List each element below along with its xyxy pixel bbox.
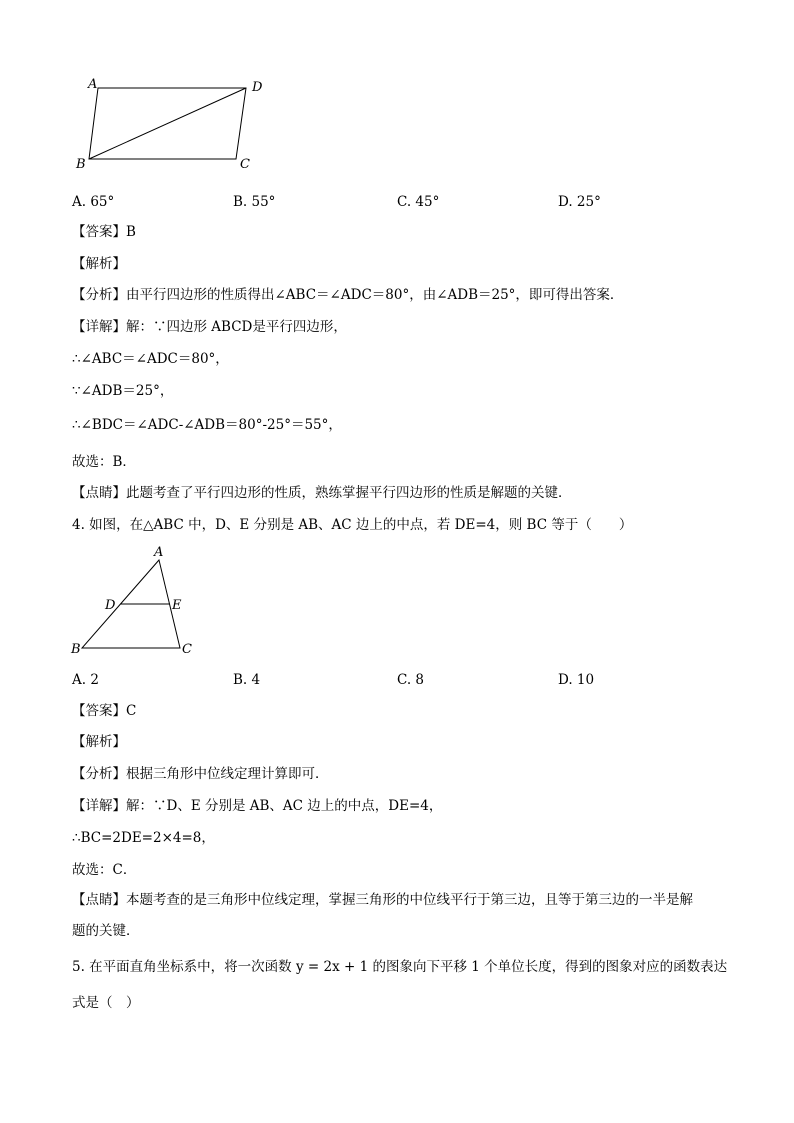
- q3-option-b: B. 55°: [233, 194, 276, 210]
- q5-question-line2: 式是（ ）: [72, 995, 140, 1011]
- label-d: D: [252, 80, 263, 95]
- parallelogram-figure: [70, 72, 280, 174]
- q4-option-a: A. 2: [72, 672, 99, 688]
- q4-detail: 【详解】解：∵D、E 分别是 AB、AC 边上的中点，DE=4，: [72, 798, 443, 814]
- q3-step2: ∵∠ADB＝25°，: [72, 383, 174, 399]
- label-b: B: [76, 157, 86, 172]
- q3-analysis: 【分析】由平行四边形的性质得出∠ABC＝∠ADC＝80°，由∠ADB＝25°，即可得出答案．: [72, 287, 624, 303]
- q4-choose: 故选：C．: [72, 862, 137, 878]
- label-c: C: [240, 157, 250, 172]
- label-c: C: [182, 642, 192, 657]
- label-d: D: [105, 598, 116, 613]
- q3-comment: 【点睛】此题考查了平行四边形的性质，熟练掌握平行四边形的性质是解题的关键．: [72, 485, 572, 501]
- label-b: B: [71, 642, 81, 657]
- q3-option-d: D. 25°: [558, 194, 601, 210]
- label-e: E: [172, 598, 182, 613]
- triangle-figure: [68, 542, 208, 660]
- label-a: A: [154, 545, 164, 560]
- q3-option-a: A. 65°: [72, 194, 115, 210]
- q4-step1: ∴BC=2DE=2×4=8，: [72, 830, 215, 846]
- q3-jiexi: 【解析】: [72, 256, 126, 272]
- q4-answer: 【答案】C: [72, 703, 137, 719]
- q4-option-b: B. 4: [233, 672, 261, 688]
- q3-choose: 故选：B．: [72, 454, 136, 470]
- q4-jiexi: 【解析】: [72, 734, 126, 750]
- q3-detail: 【详解】解：∵四边形 ABCD是平行四边形，: [72, 319, 347, 335]
- q3-step3: ∴∠BDC＝∠ADC-∠ADB＝80°-25°＝55°，: [72, 417, 342, 433]
- q3-option-c: C. 45°: [397, 194, 440, 210]
- q3-step1: ∴∠ABC＝∠ADC＝80°，: [72, 351, 229, 367]
- label-a: A: [88, 77, 98, 92]
- q4-option-d: D. 10: [558, 672, 595, 688]
- q4-comment-line2: 题的关键．: [72, 923, 140, 939]
- q4-comment-line1: 【点睛】本题考查的是三角形中位线定理，掌握三角形的中位线平行于第三边，且等于第三边的一半是解: [72, 892, 693, 908]
- q3-answer: 【答案】B: [72, 224, 136, 240]
- q5-question-line1: 5. 在平面直角坐标系中，将一次函数 y = 2x + 1 的图象向下平移 1 个单位长度，得到的图象对应的函数表达: [72, 959, 728, 975]
- q4-question: 4. 如图，在△ABC 中，D、E 分别是 AB、AC 边上的中点，若 DE=4，则 BC 等于（ ）: [72, 517, 633, 533]
- diagonal-bd: [89, 88, 246, 159]
- q4-analysis: 【分析】根据三角形中位线定理计算即可．: [72, 766, 329, 782]
- q4-option-c: C. 8: [397, 672, 425, 688]
